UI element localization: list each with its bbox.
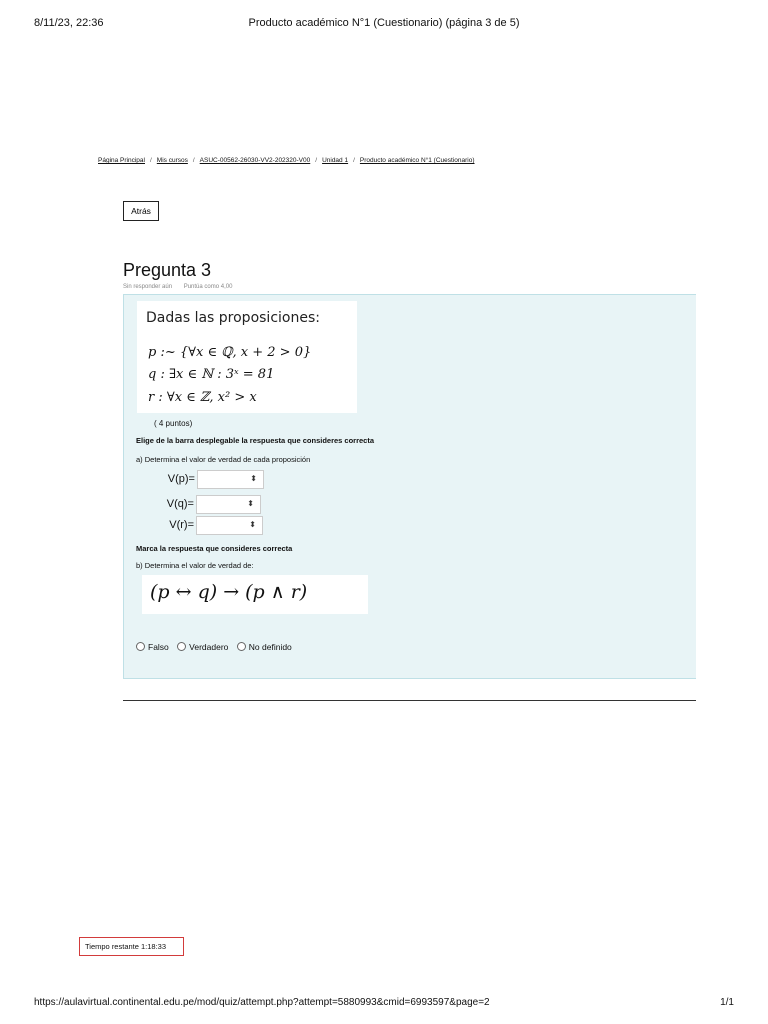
- points-label: ( 4 puntos): [154, 419, 193, 428]
- radio-icon[interactable]: [177, 642, 186, 651]
- vp-row: [148, 473, 195, 485]
- option-no-definido[interactable]: [237, 642, 292, 652]
- vq-row: [148, 498, 194, 510]
- vr-select[interactable]: [196, 516, 263, 535]
- breadcrumb: [98, 157, 475, 164]
- vp-select[interactable]: [197, 470, 264, 489]
- question-status: Sin responder aún: [123, 284, 173, 290]
- option-falso-label: Falso: [148, 642, 169, 652]
- question-info: [123, 284, 232, 290]
- answer-options: [136, 642, 298, 652]
- option-falso[interactable]: [136, 642, 169, 652]
- question-title: Pregunta 3: [123, 260, 212, 280]
- radio-icon[interactable]: [136, 642, 145, 651]
- breadcrumb-separator: /: [315, 157, 318, 164]
- option-verdadero[interactable]: [177, 642, 228, 652]
- proposition-q: q : ∃x ∈ ℕ : 3ˣ = 81: [148, 367, 275, 382]
- proposition-r: r : ∀x ∈ ℤ, x² > x: [148, 390, 257, 405]
- vq-select[interactable]: [196, 495, 261, 514]
- section-divider: [123, 700, 696, 701]
- expression-image: [142, 575, 368, 614]
- breadcrumb-separator: /: [353, 157, 355, 164]
- breadcrumb-unit[interactable]: Unidad 1: [322, 157, 349, 164]
- instruction-a: a) Determina el valor de verdad de cada proposición: [136, 455, 311, 464]
- breadcrumb-my-courses[interactable]: Mis cursos: [156, 157, 188, 164]
- proposition-p: p :~ {∀x ∈ ℚ, x + 2 > 0}: [148, 345, 312, 360]
- vr-row: [148, 519, 194, 531]
- back-button[interactable]: Atrás: [123, 201, 159, 221]
- breadcrumb-home[interactable]: Página Principal: [98, 157, 145, 164]
- instruction-b: b) Determina el valor de verdad de:: [136, 561, 254, 570]
- print-title: Producto académico N°1 (Cuestionario) (página 3 de 5): [248, 17, 520, 29]
- option-verdadero-label: Verdadero: [189, 642, 229, 652]
- propositions-image: [137, 301, 357, 413]
- propositions-heading: Dadas las proposiciones:: [146, 310, 320, 326]
- breadcrumb-course[interactable]: ASUC-00562-26030-VV2-202320-V00: [199, 157, 311, 164]
- time-remaining: Tiempo restante 1:18:33: [79, 937, 184, 956]
- option-no-definido-label: No definido: [248, 642, 292, 652]
- print-date: 8/11/23, 22:36: [34, 17, 104, 29]
- breadcrumb-separator: /: [149, 157, 152, 164]
- print-page-number: 1/1: [720, 997, 734, 1008]
- select-arrow-icon: ⬍: [247, 499, 254, 508]
- vp-label: V(p)=: [167, 473, 195, 485]
- expression-formula: (p ↔ q) → (p ∧ r): [150, 581, 308, 603]
- select-arrow-icon: ⬍: [250, 474, 257, 483]
- select-arrow-icon: ⬍: [249, 520, 256, 529]
- breadcrumb-separator: /: [192, 157, 195, 164]
- print-url: https://aulavirtual.continental.edu.pe/mod/quiz/attempt.php?attempt=5880993&cmid=6993597&page=2: [34, 997, 490, 1008]
- vq-label: V(q)=: [166, 498, 194, 510]
- breadcrumb-quiz[interactable]: Producto académico N°1 (Cuestionario): [359, 157, 475, 164]
- radio-icon[interactable]: [237, 642, 246, 651]
- question-panel: [123, 294, 696, 679]
- instruction-a-title: Elige de la barra desplegable la respuesta que consideres correcta: [136, 436, 375, 445]
- vr-label: V(r)=: [169, 519, 194, 531]
- question-score: Puntúa como 4,00: [183, 284, 233, 290]
- instruction-b-title: Marca la respuesta que consideres correcta: [136, 544, 293, 553]
